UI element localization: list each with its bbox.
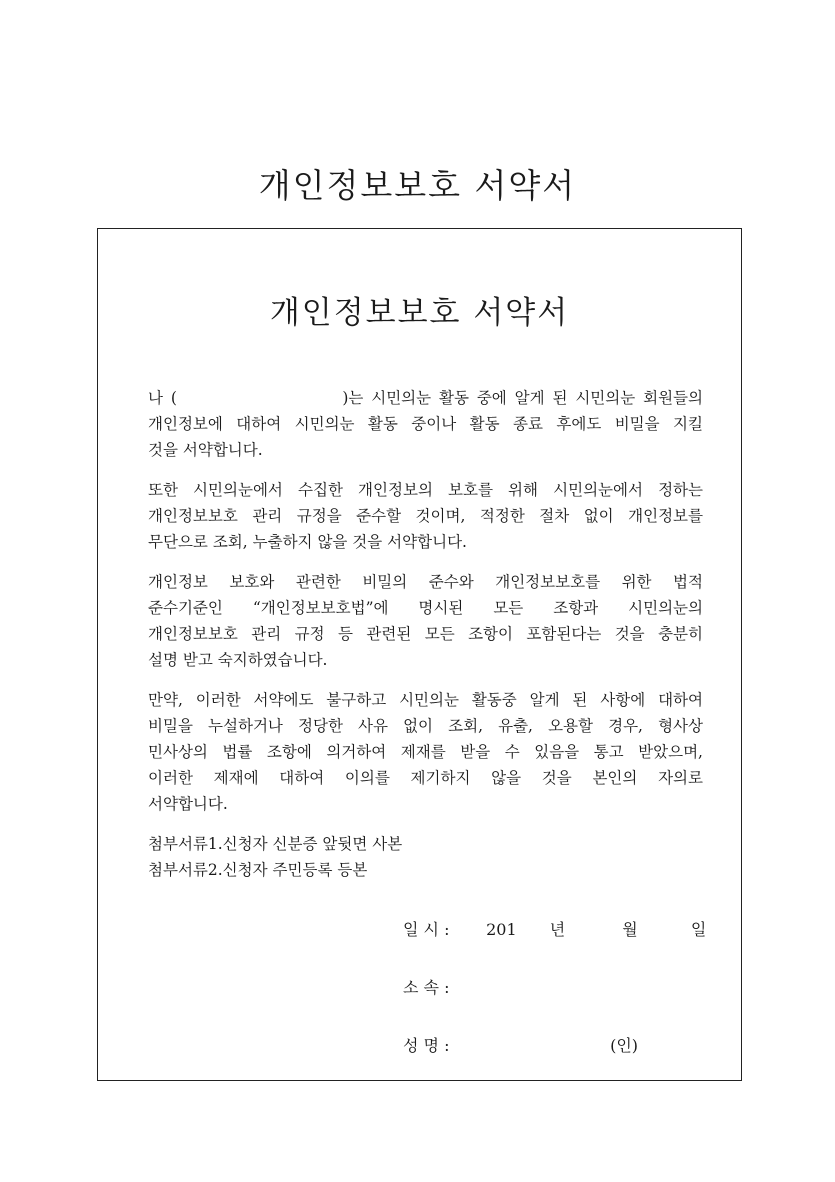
- seal-mark: (인): [610, 1036, 639, 1055]
- paragraph-line: 것을 서약합니다.: [148, 441, 263, 459]
- paragraph-line: 개인정보보호 관리 규정을 준수할 것이며, 적정한 절차 없이 개인정보를: [148, 507, 703, 525]
- paragraph-2: [148, 477, 703, 555]
- paragraph-4: [148, 687, 703, 817]
- form-body: [148, 385, 703, 897]
- paragraph-line: 개인정보 보호와 관련한 비밀의 준수와 개인정보보호를 위한 법적: [148, 573, 703, 591]
- paragraph-line: 서약합니다.: [148, 795, 228, 813]
- month-unit: 월: [622, 920, 638, 939]
- paragraph-line: 민사상의 법률 조항에 의거하여 제재를 받을 수 있음을 통고 받았으며,: [148, 743, 703, 761]
- page-title: 개인정보보호 서약서: [258, 166, 577, 205]
- paragraph-line: 무단으로 조회, 누출하지 않을 것을 서약합니다.: [148, 533, 467, 551]
- name-label: 성 명 :: [403, 1036, 450, 1055]
- paragraph-line: 설명 받고 숙지하였습니다.: [148, 651, 328, 669]
- date-year[interactable]: 201: [486, 920, 517, 939]
- attachments-list: [148, 831, 703, 883]
- attachment-item: 첨부서류2.신청자 주민등록 등본: [148, 861, 368, 879]
- paragraph-line: 또한 시민의눈에서 수집한 개인정보의 보호를 위해 시민의눈에서 정하는: [148, 481, 703, 499]
- attachment-item: 첨부서류1.신청자 신분증 앞뒷면 사본: [148, 835, 403, 853]
- year-unit: 년: [549, 920, 566, 939]
- paragraph-line: 이러한 제재에 대하여 이의를 제기하지 않을 것을 본인의 자의로: [148, 769, 703, 787]
- date-label: 일 시 :: [403, 920, 450, 939]
- paragraph-1: [148, 385, 703, 463]
- paragraph-line: 만약, 이러한 서약에도 불구하고 시민의눈 활동중 알게 된 사항에 대하여: [148, 691, 703, 709]
- name-row: [403, 1033, 638, 1056]
- form-title: 개인정보보호 서약서: [269, 295, 570, 331]
- paragraph-line: 개인정보보호 관리 규정 등 관련된 모든 조항이 포함된다는 것을 충분히: [148, 625, 703, 643]
- paragraph-line: 비밀을 누설하거나 정당한 사유 없이 조회, 유출, 오용할 경우, 형사상: [148, 717, 703, 735]
- pledge-form-frame: [97, 228, 742, 1081]
- paragraph-line: 나 ( )는 시민의눈 활동 중에 알게 된 시민의눈 회원들의: [148, 389, 703, 407]
- affiliation-row: [403, 975, 463, 998]
- paragraph-line: 개인정보에 대하여 시민의눈 활동 중이나 활동 종료 후에도 비밀을 지킬: [148, 415, 703, 433]
- affiliation-label: 소 속 :: [403, 978, 450, 997]
- paragraph-line: 준수기준인 “개인정보보호법”에 명시된 모든 조항과 시민의눈의: [148, 599, 703, 617]
- day-unit: 일: [690, 920, 707, 939]
- date-row: [403, 917, 706, 940]
- paragraph-3: [148, 569, 703, 673]
